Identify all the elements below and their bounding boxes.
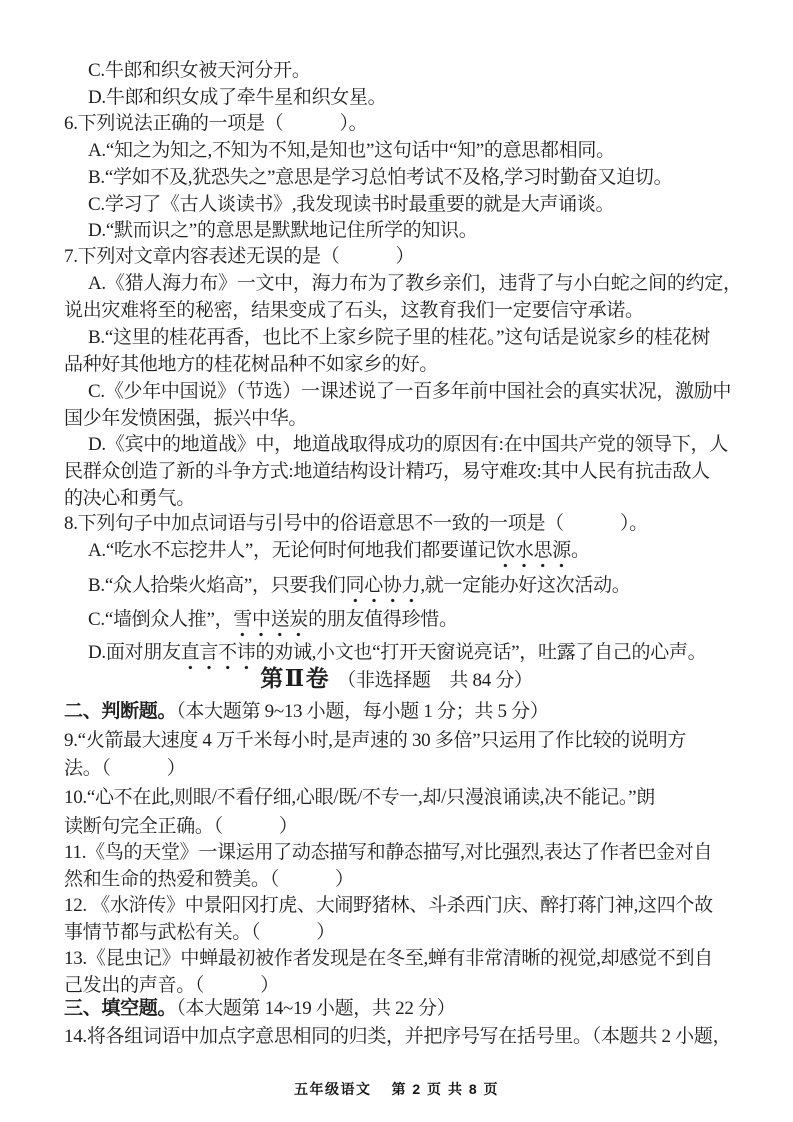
question-6-option-c: C.学习了《古人谈读书》,我发现读书时最重要的就是大声诵谈。 <box>88 194 615 215</box>
option-text-post: 。 <box>570 540 590 561</box>
question-8-option-d <box>88 641 706 665</box>
question-11-line-2: 然和生命的热爱和赞美。（ ） <box>64 869 354 890</box>
page-footer <box>0 1079 793 1099</box>
option-text-pre: D.面对朋友 <box>88 642 181 663</box>
footer-course-label: 五年级语文 <box>293 1081 372 1097</box>
section-fill-heading <box>64 997 455 1021</box>
question-7-option-a-line-2: 说出灾难将至的秘密，结果变成了石头，这教育我们一定要信守承诺。 <box>64 300 644 321</box>
question-7-option-c-line-1: C.《少年中国说》（节选）一课述说了一百多年前中国社会的真实状况，激励中 <box>88 381 732 402</box>
question-7-option-b-line-1: B.“这里的桂花再香，也比不上家乡院子里的桂花。”这句话是说家乡的桂花树 <box>88 327 710 348</box>
question-13-line-2: 己发出的声音。（ ） <box>64 975 279 996</box>
question-6-option-a: A.“知之为知之,不知为不知,是知也”这句话中“知”的意思都相同。 <box>88 140 615 161</box>
question-7-stem: 7.下列对文章内容表述无误的是（ ） <box>64 246 415 267</box>
option-text-post: ,就一定能办好这次活动。 <box>420 575 631 596</box>
question-14-line-1: 14.将各组词语中加点字意思相同的归类，并把序号写在括号里。（本题共 2 小题， <box>64 1026 732 1047</box>
question-10-line-1: 10.“心不在此,则眼/不看仔细,心眼/既/不专一,却/只漫浪诵读,决不能记。”朗 <box>64 787 655 808</box>
question-11-line-1: 11.《鸟的天堂》一课运用了动态描写和静态描写,对比强烈,表达了作者巴金对自 <box>64 842 713 863</box>
section-judgement-heading <box>64 700 549 724</box>
part2-title: 第Ⅱ卷 <box>260 666 331 691</box>
question-8-option-b <box>88 574 630 598</box>
section-meta: （本大题第 14~19 小题，共 22 分） <box>176 998 456 1019</box>
emphasized-phrase: 同心协力 <box>346 575 421 603</box>
emphasized-phrase: 饮水思源 <box>496 540 571 568</box>
section-label: 二、判断题。 <box>64 701 177 722</box>
question-6-option-d: D.“默而识之”的意思是默默地记住所学的知识。 <box>88 220 478 241</box>
question-7-option-a-line-1: A.《猎人海力布》一文中，海力布为了教乡亲们，违背了与小白蛇之间的约定， <box>88 273 742 294</box>
question-6-option-b: B.“学如不及,犹恐失之”意思是学习总怕考试不及格,学习时勤奋又迫切。 <box>88 167 673 188</box>
question-9-line-1: 9.“火箭最大速度 4 万千米每小时,是声速的 30 多倍”只运用了作比较的说明方 <box>64 730 687 751</box>
option-text-pre: A.“吃水不忘挖井人”，无论何时何地我们都要谨记 <box>88 540 497 561</box>
question-7-option-d-line-3: 的决心和勇气。 <box>64 488 195 509</box>
section-label: 三、填空题。 <box>64 998 177 1019</box>
question-8-option-a <box>88 539 590 563</box>
option-text-pre: B.“众人拾柴火焰高”，只要我们 <box>88 575 346 596</box>
footer-page-number: 第 2 页 共 8 页 <box>391 1081 500 1097</box>
part2-heading <box>0 667 793 693</box>
option-text-pre: C.“墙倒众人推”， <box>88 609 234 630</box>
question-7-option-d-line-1: D.《宾中的地道战》中，地道战取得成功的原因有:在中国共产党的领导下，人 <box>88 434 728 455</box>
question-12-line-2: 事情节都与武松有关。（ ） <box>64 922 336 943</box>
question-9-line-2: 法。（ ） <box>64 758 186 779</box>
question-6-stem: 6.下列说法正确的一项是（ ）。 <box>64 113 368 134</box>
option-text-post: 的朋友值得珍惜。 <box>308 609 458 630</box>
question-12-line-1: 12. 《水浒传》中景阳冈打虎、大闹野猪林、斗杀西门庆、醉打蒋门神,这四个故 <box>64 895 713 916</box>
question-7-option-b-line-2: 品种好其他地方的桂花树品种不如家乡的好。 <box>64 354 439 375</box>
question-13-line-1: 13.《昆虫记》中蝉最初被作者发现是在冬至,蝉有非常清晰的视觉,却感觉不到自 <box>64 948 713 969</box>
part2-subtitle: （非选择题 共 84 分） <box>337 670 533 691</box>
emphasized-phrase: 雪中送炭 <box>233 609 308 637</box>
option-text-post: 的劝诫,小文也“打开天窗说亮话”，吐露了自己的心声。 <box>255 642 707 663</box>
question-5-option-c: C.牛郎和织女被天河分开。 <box>88 60 311 81</box>
question-10-line-2: 读断句完全正确。（ ） <box>64 816 298 837</box>
emphasized-phrase: 直言不讳 <box>181 642 256 670</box>
question-8-stem: 8.下列句子中加点词语与引号中的俗语意思不一致的一项是（ ）。 <box>64 513 648 534</box>
question-7-option-d-line-2: 民群众创造了新的斗争方式:地道结构设计精巧，易守难攻:其中人民有抗击敌人 <box>64 461 710 482</box>
section-meta: （本大题第 9~13 小题，每小题 1 分；共 5 分） <box>176 701 549 722</box>
question-7-option-c-line-2: 国少年发愤困强，振兴中华。 <box>64 408 308 429</box>
question-5-option-d: D.牛郎和织女成了牵牛星和织女星。 <box>88 87 387 108</box>
question-8-option-c <box>88 608 458 632</box>
